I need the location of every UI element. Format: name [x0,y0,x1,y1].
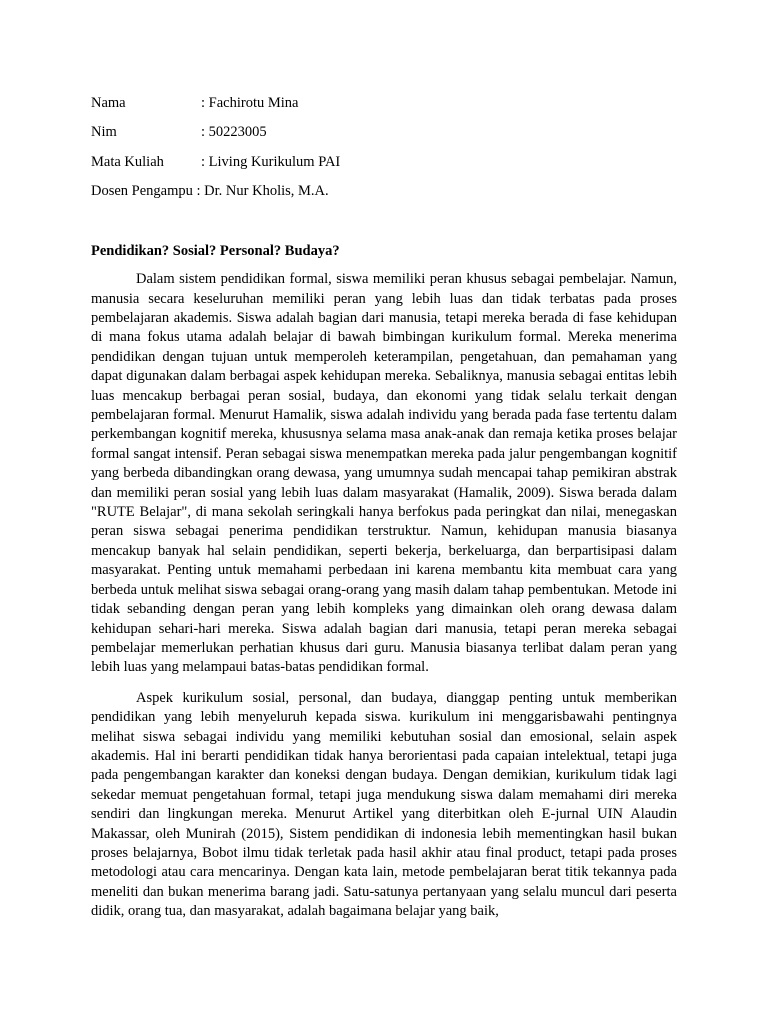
article-title: Pendidikan? Sosial? Personal? Budaya? [91,243,340,260]
info-label: Nim [91,124,117,141]
info-value: Fachirotu Mina [208,95,299,111]
info-row-mata-kuliah [91,150,677,179]
paragraph: Aspek kurikulum sosial, personal, dan budaya, dianggap penting untuk memberikan pendidikan yang lebih menyeluruh kepada siswa. kurikulum ini menggarisbawahi pentingnya melihat siswa sebagai individu yang memiliki kebutuhan sosial dan emosional, selain aspek akademis. Hal ini berarti pendidikan tidak hanya berorientasi pada capaian intelektual, tetapi juga pada pengembangan karakter dan koneksi dengan budaya. Dengan demikian, kurikulum tidak lagi sekedar memuat pengetahuan formal, tetapi juga mendukung siswa dalam memahami diri mereka sendiri dan lingkungan mereka. Menurut Artikel yang diterbitkan oleh E-jurnal UIN Alaudin Makassar, oleh Munirah (2015), Sistem pendidikan di indonesia lebih mementingkan hasil bukan proses belajarnya, Bobot ilmu tidak terletak pada hasil akhir atau final product, tetapi pada proses metodologi atau cara mencarinya. Dengan kata lain, metode pembelajaran berat titik tekannya pada meneliti dan bukan menerima barang jadi. Satu-satunya pertanyaan yang selalu muncul dari peserta didik, orang tua, dan masyarakat, adalah bagaimana belajar yang baik, [91,689,677,920]
info-row-nim [91,120,677,149]
info-separator: : [201,124,209,141]
info-label: Mata Kuliah [91,153,164,170]
info-row-nama [91,91,677,120]
document-page [91,91,677,933]
info-separator: : [192,182,205,199]
student-info [91,91,677,208]
info-row-dosen-pengampu [91,179,677,208]
info-label: Nama [91,95,126,111]
info-separator: : [201,95,209,111]
info-value: Dr. Nur Kholis, M.A. [204,182,329,199]
info-label: Dosen Pengampu [91,182,193,199]
info-value: 50223005 [208,124,267,141]
info-value: Living Kurikulum PAI [208,153,341,170]
paragraph: Dalam sistem pendidikan formal, siswa memiliki peran khusus sebagai pembelajar. Namun, manusia secara keseluruhan memiliki peran yang lebih luas dan tidak terbatas pada proses pembelajaran akademis. Siswa adalah bagian dari manusia, tetapi mereka berada di fase kehidupan di mana fokus utama adalah belajar di bawah bimbingan kurikulum formal. Mereka menerima pendidikan dengan tujuan untuk memperoleh keterampilan, pengetahuan, dan pemahaman yang dapat digunakan dalam berbagai aspek kehidupan mereka. Sebaliknya, manusia sebagai entitas lebih luas mencakup berbagai peran sosial, budaya, dan ekonomi yang tidak selalu terkait dengan pembelajaran formal. Menurut Hamalik, siswa adalah individu yang berada pada fase tertentu dalam perkembangan kognitif mereka, khususnya selama masa anak-anak dan remaja ketika proses belajar formal sangat intensif. Peran sebagai siswa menempatkan mereka pada jalur pengembangan kognitif yang berbeda dibandingkan orang dewasa, yang umumnya sudah mencapai tahap pemikiran abstrak dan memiliki peran sosial yang lebih luas dalam masyarakat (Hamalik, 2009). Siswa berada dalam "RUTE Belajar", di mana sekolah seringkali hanya berfokus pada peringkat dan nilai, menegaskan peran siswa sebagai penerima pendidikan terstruktur. Namun, kehidupan manusia biasanya mencakup banyak hal selain pendidikan, seperti bekerja, berkeluarga, dan berpartisipasi dalam masyarakat. Penting untuk memahami perbedaan ini karena membantu kita membuat cara yang berbeda untuk melihat siswa sebagai orang-orang yang masih dalam tahap pembentukan. Metode ini tidak sebanding dengan peran yang lebih kompleks yang dimainkan oleh orang dewasa dalam kehidupan sehari-hari mereka. Siswa adalah bagian dari manusia, tetapi peran mereka sebagai pembelajar memerlukan perhatian khusus dari guru. Manusia biasanya terlibat dalam peran yang lebih luas yang melampaui batas-batas pendidikan formal. [91,271,677,676]
info-separator: : [201,153,209,170]
